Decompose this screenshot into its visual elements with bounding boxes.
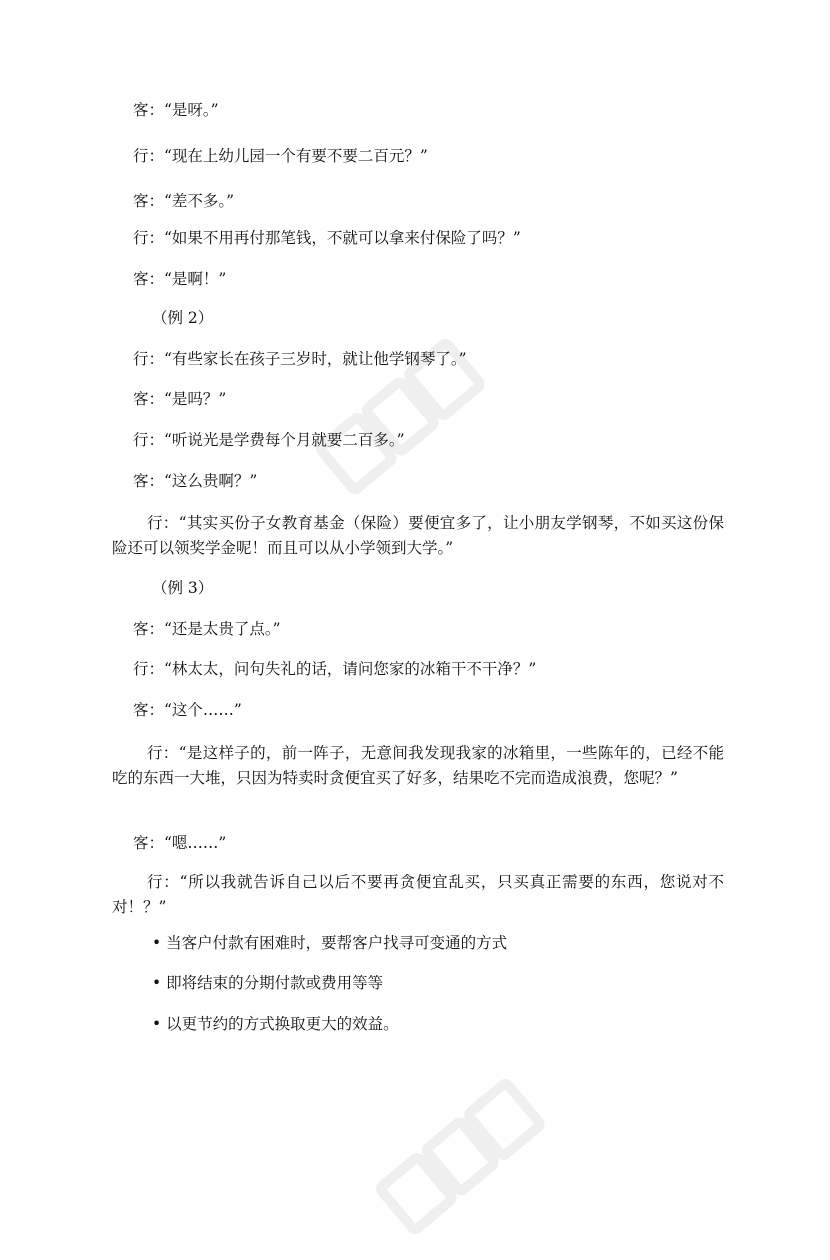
dialogue-paragraph: 行：“是这样子的，前一阵子，无意间我发现我家的冰箱里，一些陈年的，已经不能吃的东西一大堆，只因为特卖时贪便宜买了好多，结果吃不完而造成浪费，您呢？” <box>112 744 724 787</box>
dialogue-line: 客：“是呀。” <box>133 101 219 119</box>
dialogue-line: 行：“现在上幼儿园一个有要不要二百元？” <box>133 147 428 165</box>
dialogue-line: 行：“听说光是学费每个月就要二百多。” <box>133 431 405 449</box>
dialogue-paragraph: 行：“所以我就告诉自己以后不要再贪便宜乱买，只买真正需要的东西，您说对不对！？” <box>112 873 724 916</box>
example-heading: （例 3） <box>152 579 214 597</box>
dialogue-line: 行：“林太太，问句失礼的话，请问您家的冰箱干不干净？” <box>133 660 537 678</box>
bullet-item: • 当客户付款有困难时，要帮客户找寻可变通的方式 <box>152 934 508 952</box>
example-heading: （例 2） <box>152 309 214 327</box>
dialogue-line: 行：“有些家长在孩子三岁时，就让他学钢琴了。” <box>133 350 467 368</box>
bullet-item: • 以更节约的方式换取更大的效益。 <box>152 1015 399 1033</box>
bullet-item: • 即将结束的分期付款或费用等等 <box>152 974 384 992</box>
dialogue-line: 客：“这个……” <box>133 701 242 719</box>
dialogue-line: 客：“嗯……” <box>133 834 227 852</box>
dialogue-line: 客：“差不多。” <box>133 192 235 210</box>
dialogue-paragraph: 行：“其实买份子女教育基金（保险）要便宜多了，让小朋友学钢琴，不如买这份保险还可以领奖学金呢！而且可以从小学领到大学。” <box>112 514 724 557</box>
dialogue-line: 行：“如果不用再付那笔钱，不就可以拿来付保险了吗？” <box>133 229 521 247</box>
dialogue-line: 客：“这么贵啊？” <box>133 472 258 490</box>
dialogue-line: 客：“还是太贵了点。” <box>133 620 281 638</box>
dialogue-line: 客：“是吗？” <box>133 390 227 408</box>
dialogue-line: 客：“是啊！” <box>133 270 227 288</box>
